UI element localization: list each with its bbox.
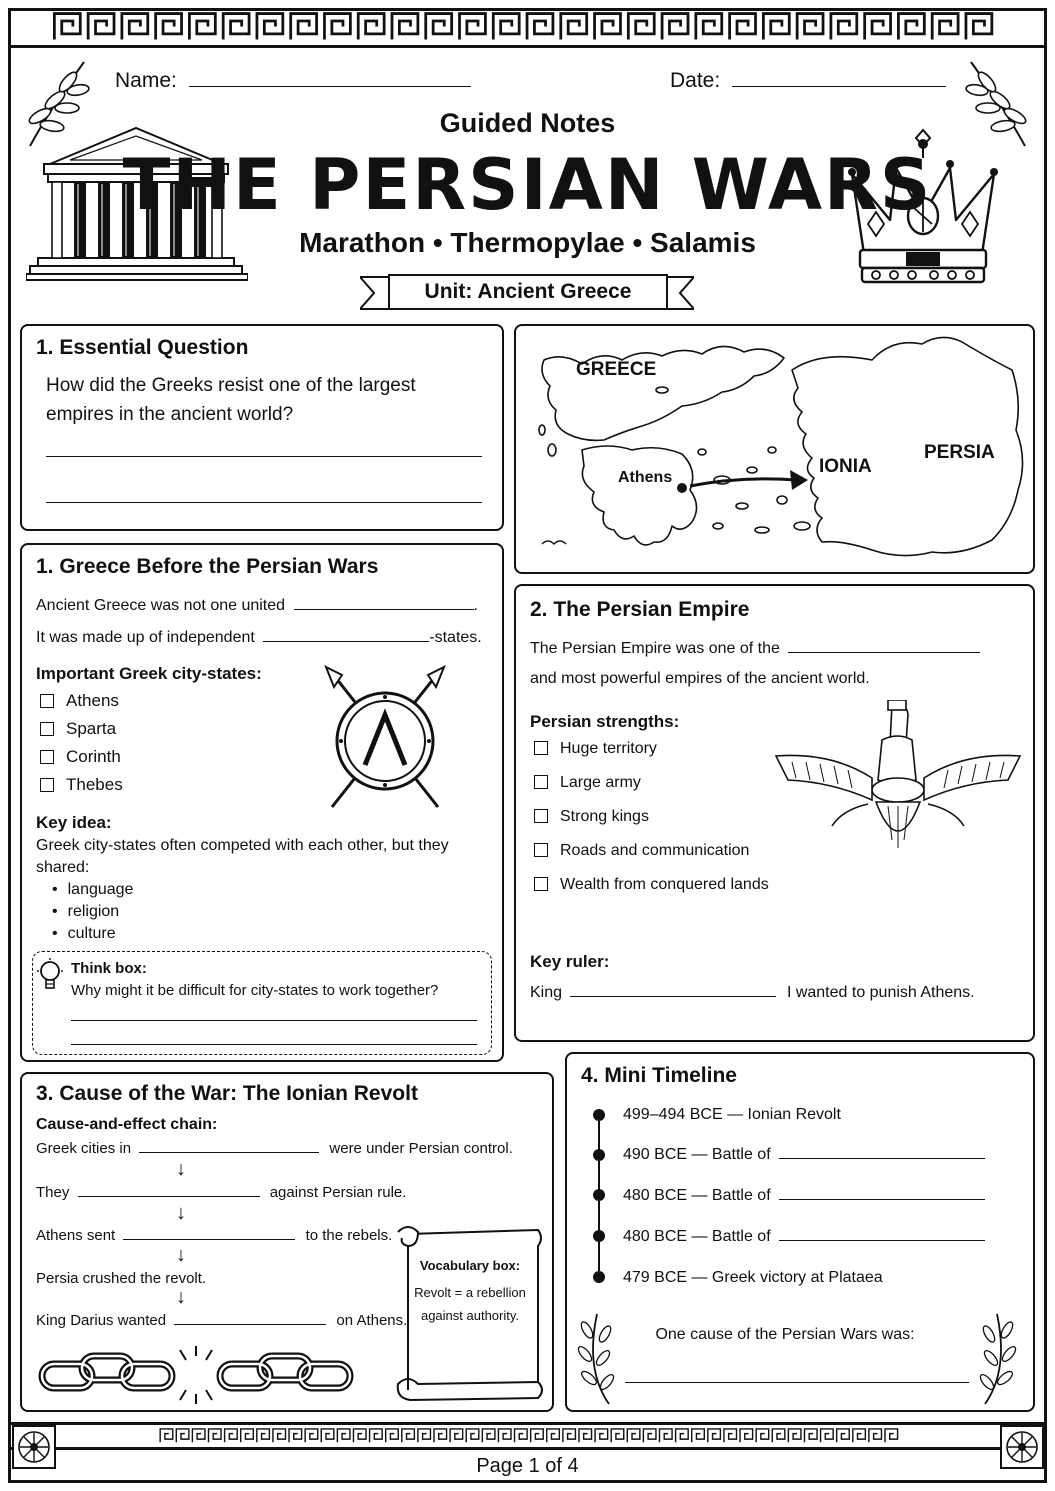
text: against Persian rule.	[269, 1184, 407, 1201]
vocab-box-title: Vocabulary box:	[419, 1258, 521, 1273]
answer-line-2[interactable]	[46, 502, 482, 503]
unit-label: Unit: Ancient Greece	[388, 274, 668, 310]
blank-largest[interactable]	[788, 652, 980, 653]
checkbox[interactable]	[40, 722, 54, 736]
chain-step-2[interactable]	[36, 1184, 406, 1201]
answer-line[interactable]	[71, 1020, 477, 1021]
fill-in-city-states[interactable]	[36, 627, 482, 649]
timeline-dot	[593, 1189, 605, 1201]
checkbox-item-kings[interactable]	[534, 808, 769, 842]
faravahar-icon	[772, 700, 1024, 866]
checkbox[interactable]	[534, 843, 548, 857]
text-empire-suffix: and most powerful empires of the ancient world.	[530, 670, 870, 687]
checkbox-label: Roads and communication	[560, 842, 750, 859]
chain-step-1[interactable]	[36, 1140, 513, 1157]
think-box-question: Why might it be difficult for city-states to work together?	[71, 982, 439, 999]
answer-line-1[interactable]	[46, 456, 482, 457]
map-box	[514, 324, 1035, 574]
name-blank[interactable]	[189, 86, 471, 87]
checkbox-item-corinth[interactable]	[40, 747, 123, 775]
timeline-dot	[593, 1109, 605, 1121]
checkbox[interactable]	[534, 741, 548, 755]
city-states-label: Important Greek city-states:	[36, 664, 262, 683]
lightbulb-icon	[37, 958, 63, 994]
timeline-item-480a[interactable]	[623, 1185, 985, 1207]
text: were under Persian control.	[329, 1140, 513, 1157]
shared-list	[52, 879, 133, 945]
checkbox-item-sparta[interactable]	[40, 719, 123, 747]
key-idea-text: Greek city-states often competed with each other, but they shared:	[36, 837, 449, 876]
date-label: Date:	[670, 69, 721, 92]
text-punish-athens: I wanted to punish Athens.	[786, 984, 975, 1001]
guided-notes-label: Guided Notes	[439, 108, 616, 138]
date-field[interactable]	[670, 69, 946, 93]
city-states-list	[40, 691, 123, 803]
checkbox[interactable]	[40, 750, 54, 764]
checkbox-label: Thebes	[66, 775, 123, 794]
greece-before-box	[20, 543, 504, 1062]
checkbox-item-territory[interactable]	[534, 740, 769, 774]
checkbox-label: Athens	[66, 691, 119, 710]
page-subtitle: Marathon • Thermopylae • Salamis	[299, 227, 756, 258]
arrow-down-icon: ↓	[176, 1158, 186, 1180]
date-blank[interactable]	[732, 86, 946, 87]
name-field[interactable]	[115, 69, 471, 93]
timeline-item-ionian: 499–494 BCE — Ionian Revolt	[623, 1106, 841, 1123]
blank-cities[interactable]	[139, 1152, 319, 1153]
map-label-athens: Athens	[618, 469, 673, 486]
blank-help[interactable]	[123, 1239, 295, 1240]
fill-in-king[interactable]	[530, 982, 975, 1004]
chain-step-4: Persia crushed the revolt.	[36, 1270, 207, 1287]
think-box-label: Think box:	[71, 960, 147, 977]
timeline-dot	[593, 1230, 605, 1242]
text-king: King	[530, 984, 563, 1001]
chain-step-3[interactable]	[36, 1227, 392, 1244]
checkbox-label: Corinth	[66, 747, 121, 766]
persian-empire-box	[514, 584, 1035, 1042]
checkbox-item-wealth[interactable]	[534, 876, 769, 910]
timeline-dot	[593, 1149, 605, 1161]
text: to the rebels.	[305, 1227, 393, 1244]
timeline-text: 490 BCE — Battle of	[623, 1146, 771, 1163]
broken-chain-icon	[36, 1344, 356, 1404]
checkbox-item-army[interactable]	[534, 774, 769, 808]
answer-line[interactable]	[625, 1382, 969, 1383]
shield-spears-icon	[320, 665, 450, 811]
timeline-dot	[593, 1271, 605, 1283]
timeline-heading: 4. Mini Timeline	[581, 1064, 737, 1087]
text-empire-prefix: The Persian Empire was one of the	[530, 640, 780, 657]
arrow-down-icon: ↓	[176, 1202, 186, 1224]
blank-united[interactable]	[294, 609, 474, 610]
chain-step-5[interactable]	[36, 1312, 407, 1329]
arrow-down-icon: ↓	[176, 1286, 186, 1308]
key-idea-label: Key idea:	[36, 813, 112, 832]
page-title: THE PERSIAN WARS	[122, 144, 933, 226]
persian-empire-heading: 2. The Persian Empire	[530, 598, 750, 621]
text-united-prefix: Ancient Greece was not one united	[36, 597, 286, 614]
page-number: Page 1 of 4	[476, 1455, 579, 1477]
essential-question-heading: 1. Essential Question	[36, 336, 249, 359]
checkbox[interactable]	[40, 778, 54, 792]
key-ruler-label: Key ruler:	[530, 952, 610, 971]
blank-battle-490[interactable]	[779, 1158, 985, 1159]
vocab-line-1: Revolt = a rebellion	[414, 1285, 526, 1300]
checkbox[interactable]	[534, 877, 548, 891]
checkbox-label: Large army	[560, 774, 641, 791]
blank-city[interactable]	[263, 641, 429, 642]
text-independent-prefix: It was made up of independent	[36, 629, 255, 646]
essential-question-text: How did the Greeks resist one of the largest empires in the ancient world?	[46, 375, 416, 425]
checkbox-label: Huge territory	[560, 740, 657, 757]
checkbox-label: Strong kings	[560, 808, 649, 825]
checkbox[interactable]	[534, 775, 548, 789]
essential-question-box	[20, 324, 504, 531]
checkbox[interactable]	[40, 694, 54, 708]
strengths-list	[534, 740, 769, 910]
name-label: Name:	[115, 69, 177, 92]
checkbox-item-athens[interactable]	[40, 691, 123, 719]
timeline-item-490[interactable]	[623, 1144, 985, 1166]
answer-line[interactable]	[71, 1044, 477, 1045]
checkbox-item-roads[interactable]	[534, 842, 769, 876]
text: Athens sent	[36, 1227, 116, 1244]
text-states-suffix: -states.	[429, 629, 482, 646]
chain-label: Cause-and-effect chain:	[36, 1116, 218, 1133]
timeline-text: 480 BCE — Battle of	[623, 1187, 771, 1204]
map-label-persia: PERSIA	[924, 442, 995, 463]
fill-in-largest[interactable]	[530, 638, 980, 660]
list-item: • language	[52, 879, 133, 901]
text-period: .	[473, 597, 478, 614]
timeline-item-480b[interactable]	[623, 1226, 985, 1248]
timeline-text: 480 BCE — Battle of	[623, 1228, 771, 1245]
checkbox-label: Sparta	[66, 719, 117, 738]
greece-before-heading: 1. Greece Before the Persian Wars	[36, 555, 379, 578]
text: Greek cities in	[36, 1140, 132, 1157]
blank-revenge[interactable]	[174, 1324, 326, 1325]
checkbox[interactable]	[534, 809, 548, 823]
list-item: • religion	[52, 901, 133, 923]
timeline-item-plataea: 479 BCE — Greek victory at Plataea	[623, 1269, 883, 1286]
blank-king[interactable]	[570, 996, 776, 997]
blank-revolted[interactable]	[78, 1196, 260, 1197]
cause-prompt: One cause of the Persian Wars was:	[655, 1326, 915, 1343]
cause-heading: 3. Cause of the War: The Ionian Revolt	[36, 1082, 418, 1105]
text: They	[36, 1184, 70, 1201]
list-item: • culture	[52, 923, 133, 945]
timeline-box	[565, 1052, 1035, 1412]
greek-key-border-bottom	[8, 1422, 1047, 1450]
checkbox-item-thebes[interactable]	[40, 775, 123, 803]
text: King Darius wanted	[36, 1312, 167, 1329]
text: on Athens.	[336, 1312, 408, 1329]
cause-of-war-box	[20, 1072, 554, 1412]
blank-battle-480b[interactable]	[779, 1240, 985, 1241]
vocab-line-2: against authority.	[420, 1308, 520, 1323]
arrow-down-icon: ↓	[176, 1244, 186, 1266]
greek-key-border-top	[8, 8, 1047, 48]
checkbox-label: Wealth from conquered lands	[560, 876, 769, 893]
fill-in-united[interactable]	[36, 595, 478, 617]
think-box	[32, 951, 492, 1055]
persian-strengths-label: Persian strengths:	[530, 712, 680, 731]
map-label-greece: GREECE	[576, 359, 657, 380]
map-label-ionia: IONIA	[819, 456, 872, 477]
blank-battle-480a[interactable]	[779, 1199, 985, 1200]
